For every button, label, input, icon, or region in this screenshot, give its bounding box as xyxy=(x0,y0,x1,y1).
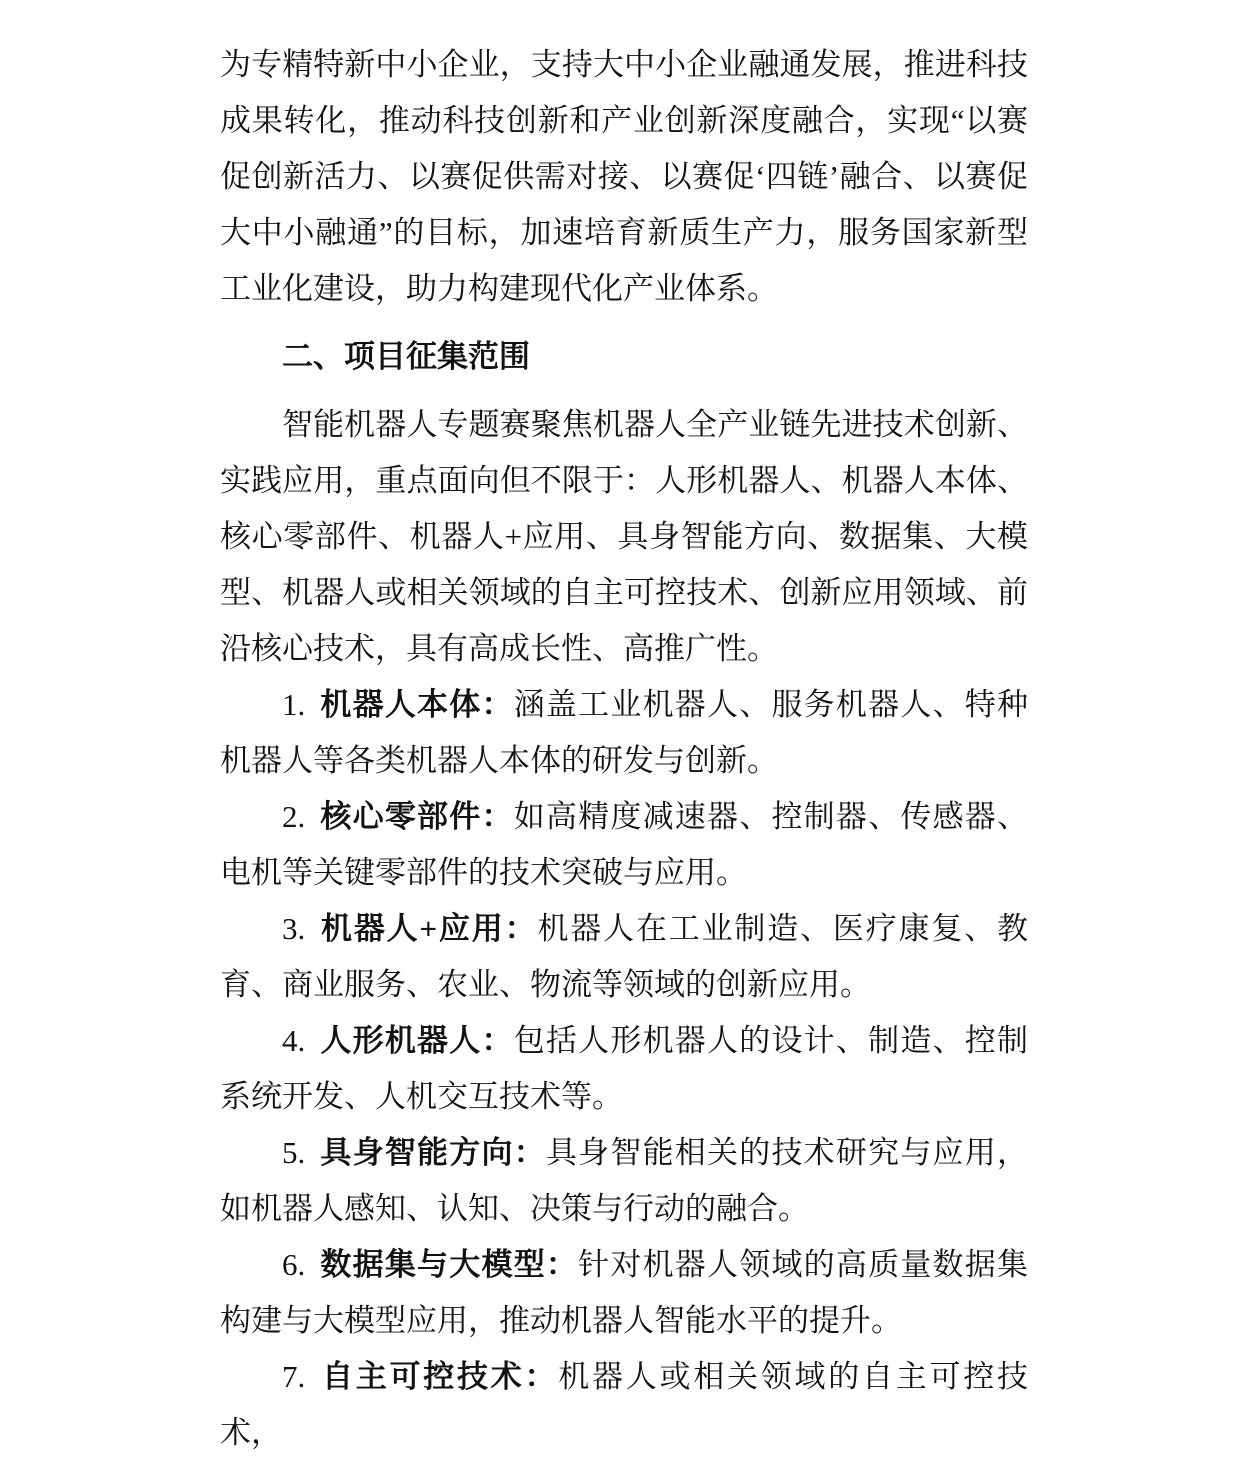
item-description: 包括人形机器人的设计、制造、控制系统开发、人机交互技术等。 xyxy=(220,1023,1028,1114)
section-heading: 二、项目征集范围 xyxy=(282,339,530,374)
item-term: 人形机器人： xyxy=(319,1023,514,1058)
section-lead-paragraph: 智能机器人专题赛聚焦机器人全产业链先进技术创新、实践应用，重点面向但不限于：人形机器人、机器人本体、核心零部件、机器人+应用、具身智能方向、数据集、大模型、机器人或相关领域的自主可控技术、创新应用领域、前沿核心技术，具有高成长性、高推广性。 xyxy=(220,407,1028,666)
item-number: 3. xyxy=(282,911,306,946)
item-description: 具身智能相关的技术研究与应用，如机器人感知、认知、决策与行动的融合。 xyxy=(220,1135,1028,1226)
list-item xyxy=(220,1349,1028,1461)
item-number: 5. xyxy=(282,1135,306,1170)
item-description: 涵盖工业机器人、服务机器人、特种机器人等各类机器人本体的研发与创新。 xyxy=(220,687,1028,778)
item-number: 7. xyxy=(282,1359,306,1394)
list-item xyxy=(220,1013,1028,1125)
list-item xyxy=(220,1237,1028,1349)
item-term: 自主可控技术： xyxy=(319,1359,559,1394)
item-description: 如高精度减速器、控制器、传感器、电机等关键零部件的技术突破与应用。 xyxy=(220,799,1028,890)
item-term: 数据集与大模型： xyxy=(319,1247,579,1282)
list-item xyxy=(220,789,1028,901)
item-number: 1. xyxy=(282,687,306,722)
item-description: 针对机器人领域的高质量数据集构建与大模型应用，推动机器人智能水平的提升。 xyxy=(220,1247,1028,1338)
list-item xyxy=(220,1125,1028,1237)
item-description: 机器人或相关领域的自主可控技术， xyxy=(220,1359,1029,1450)
list-item xyxy=(220,677,1028,789)
item-number: 4. xyxy=(282,1023,306,1058)
item-term: 机器人+应用： xyxy=(319,911,538,946)
item-term: 核心零部件： xyxy=(319,799,514,834)
item-term: 机器人本体： xyxy=(319,687,514,722)
item-term: 具身智能方向： xyxy=(319,1135,546,1170)
list-item xyxy=(220,901,1028,1013)
item-number: 6. xyxy=(282,1247,306,1282)
item-description: 机器人在工业制造、医疗康复、教育、商业服务、农业、物流等领域的创新应用。 xyxy=(220,911,1028,1002)
intro-paragraph: 为专精特新中小企业，支持大中小企业融通发展，推进科技成果转化，推动科技创新和产业创新深度融合，实现“以赛促创新活力、以赛促供需对接、以赛促‘四链’融合、以赛促大中小融通”的目标，加速培育新质生产力，服务国家新型工业化建设，助力构建现代化产业体系。 xyxy=(220,47,1028,306)
item-number: 2. xyxy=(282,799,306,834)
